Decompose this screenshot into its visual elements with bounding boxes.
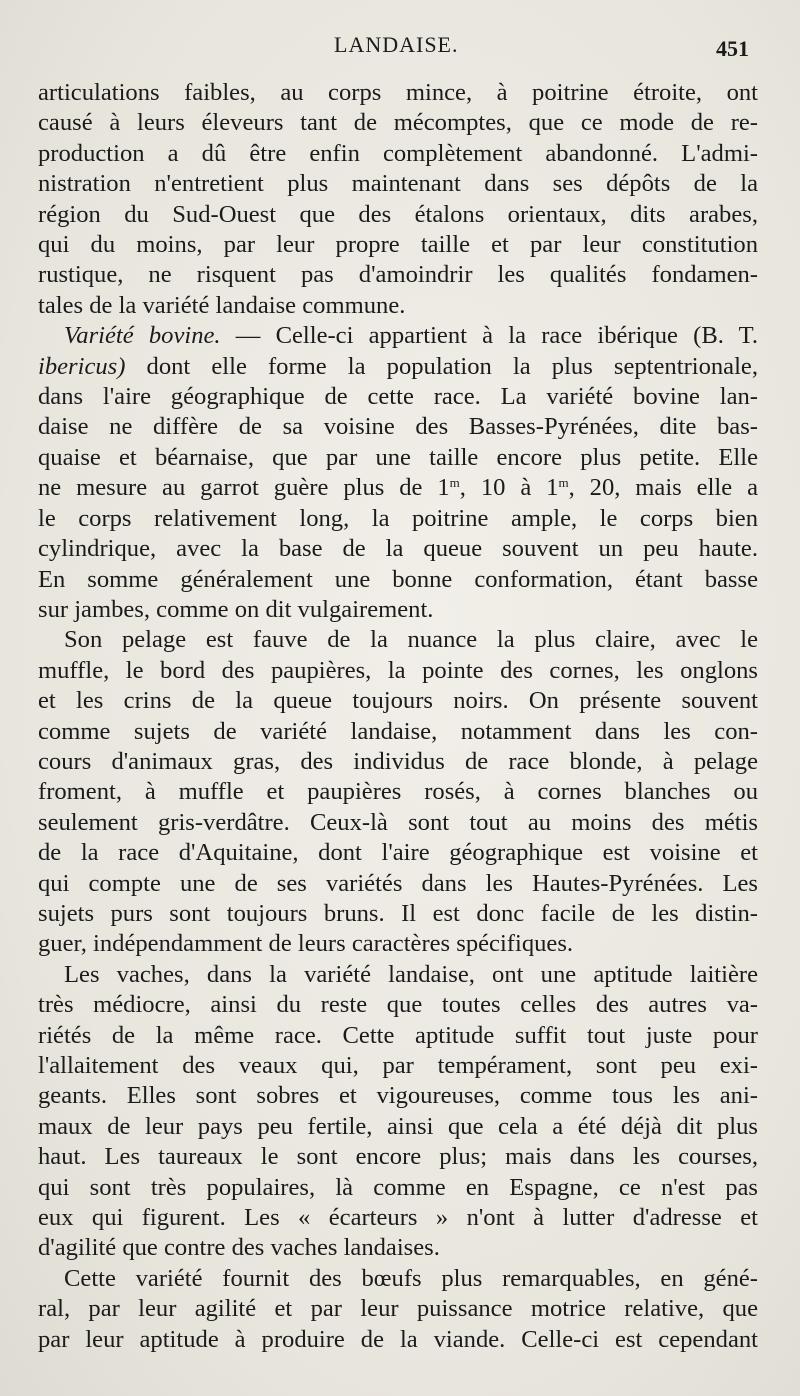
- text-line: Son pelage est fauve de la nuance la plus claire, avec le: [64, 626, 758, 654]
- text-line: froment, à muffle et paupières rosés, à cornes blanches ou: [38, 778, 758, 806]
- text-line-rest: dont elle forme la population la plus septentrionale,: [125, 352, 758, 380]
- text-line: qui sont très populaires, là comme en Espagne, ce n'est pas: [38, 1173, 758, 1201]
- running-head-title: LANDAISE.: [334, 32, 459, 57]
- text-line: cylindrique, avec la base de la queue souvent un peu haute.: [38, 535, 758, 563]
- text-line: le corps relativement long, la poitrine ample, le corps bien: [38, 504, 758, 532]
- text-line: Cette variété fournit des bœufs plus remarquables, en géné-: [64, 1264, 758, 1292]
- text-line: nistration n'entretient plus maintenant dans ses dépôts de la: [38, 170, 758, 198]
- text-line: comme sujets de variété landaise, notamment dans les con-: [38, 717, 758, 745]
- text-line: sur jambes, comme on dit vulgairement.: [38, 595, 434, 623]
- text-line: riétés de la même race. Cette aptitude suffit tout juste pour: [38, 1021, 758, 1049]
- text-line: maux de leur pays peu fertile, ainsi que cela a été déjà dit plus: [38, 1112, 758, 1140]
- text-segment: ne mesure au garrot guère plus de 1: [38, 474, 450, 502]
- text-line: articulations faibles, au corps mince, à poitrine étroite, ont: [38, 79, 758, 106]
- text-line: [38, 473, 758, 503]
- text-line: qui du moins, par leur propre taille et par leur constitution: [38, 231, 758, 259]
- text-line-rest: — Celle-ci appartient à la race ibérique (B. T.: [220, 322, 759, 350]
- text-line: ral, par leur agilité et par leur puissance motrice relative, que: [38, 1295, 758, 1323]
- section-heading-italic: Variété bovine.: [64, 322, 221, 350]
- text-line: daise ne diffère de sa voisine des Basses-Pyrénées, dite bas-: [38, 413, 758, 441]
- text-line: guer, indépendamment de leurs caractères spécifiques.: [38, 930, 574, 958]
- text-line: causé à leurs éleveurs tant de mécomptes, que ce mode de re-: [38, 109, 758, 137]
- text-line: tales de la variété landaise commune.: [38, 291, 406, 319]
- body-text: [38, 78, 758, 1355]
- text-line: région du Sud-Ouest que des étalons orientaux, dits arabes,: [38, 200, 758, 228]
- running-head: [0, 30, 800, 70]
- text-line: d'agilité que contre des vaches landaises.: [38, 1234, 440, 1262]
- text-line: seulement gris-verdâtre. Ceux-là sont tout au moins des métis: [38, 808, 758, 836]
- text-line: et les crins de la queue toujours noirs. On présente souvent: [38, 687, 758, 715]
- text-line: Les vaches, dans la variété landaise, ont une aptitude laitière: [64, 960, 758, 988]
- superscript: m: [558, 475, 569, 491]
- text-line: l'allaitement des veaux qui, par tempérament, sont peu exi-: [38, 1052, 758, 1079]
- text-line: [38, 352, 758, 382]
- text-line: muffle, le bord des paupières, la pointe des cornes, les onglons: [38, 656, 758, 684]
- latin-name-italic: ibericus): [38, 352, 126, 380]
- text-line: dans l'aire géographique de cette race. La variété bovine lan-: [38, 383, 758, 411]
- text-line: par leur aptitude à produire de la viande. Celle-ci est cependant: [38, 1325, 758, 1353]
- text-line: eux qui figurent. Les « écarteurs » n'ont à lutter d'adresse et: [38, 1204, 758, 1232]
- text-line: [38, 321, 758, 351]
- text-line: En somme généralement une bonne conformation, étant basse: [38, 565, 758, 593]
- text-line: geants. Elles sont sobres et vigoureuses, comme tous les ani-: [38, 1082, 758, 1110]
- text-line: production a dû être enfin complètement abandonné. L'admi-: [38, 139, 758, 167]
- text-segment: , 20, mais elle a: [568, 474, 758, 502]
- text-line: très médiocre, ainsi du reste que toutes celles des autres va-: [38, 991, 758, 1019]
- text-line: de la race d'Aquitaine, dont l'aire géographique est voisine et: [38, 839, 758, 867]
- text-line: cours d'animaux gras, des individus de race blonde, à pelage: [38, 747, 758, 775]
- text-line: haut. Les taureaux le sont encore plus; mais dans les courses,: [38, 1143, 758, 1171]
- text-line: qui compte une de ses variétés dans les Hautes-Pyrénées. Les: [38, 869, 758, 897]
- text-line: sujets purs sont toujours bruns. Il est donc facile de les distin-: [38, 899, 758, 927]
- text-line: rustique, ne risquent pas d'amoindrir les qualités fondamen-: [38, 261, 758, 289]
- text-line: quaise et béarnaise, que par une taille encore plus petite. Elle: [38, 443, 758, 471]
- page-number: 451: [716, 36, 749, 61]
- text-segment: , 10 à 1: [459, 474, 559, 502]
- superscript: m: [449, 475, 460, 491]
